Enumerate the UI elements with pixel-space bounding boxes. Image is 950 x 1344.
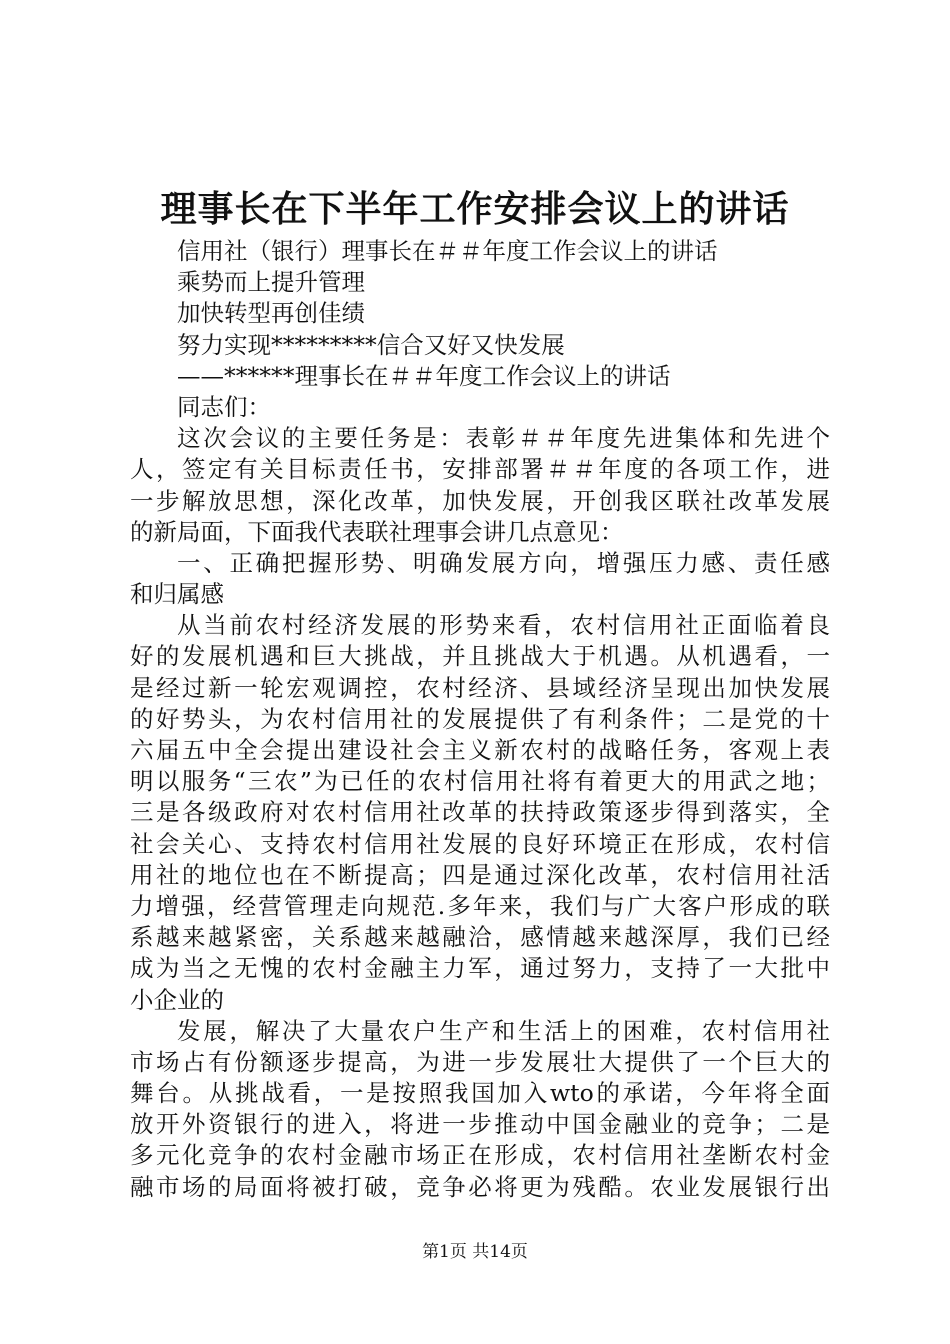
text-line: 努力实现*********信合又好又快发展 <box>177 330 565 359</box>
text-line: 系越来越紧密，关系越来越融洽，感情越来越深厚，我们已经 <box>130 923 830 952</box>
text-line: 社会关心、支持农村信用社发展的良好环境正在形成，农村信 <box>130 829 830 858</box>
text-line: 从当前农村经济发展的形势来看，农村信用社正面临着良 <box>177 611 830 640</box>
text-line: 这次会议的主要任务是：表彰＃＃年度先进集体和先进个 <box>177 424 830 453</box>
text-line: 乘势而上提升管理 <box>177 268 365 297</box>
text-line: 多元化竞争的农村金融市场正在形成，农村信用社垄断农村金 <box>130 1141 830 1170</box>
text-line: 好的发展机遇和巨大挑战，并且挑战大于机遇。从机遇看，一 <box>130 642 830 671</box>
text-line: 信用社（银行）理事长在＃＃年度工作会议上的讲话 <box>177 237 718 265</box>
text-line: 市场占有份额逐步提高，为进一步发展壮大提供了一个巨大的 <box>130 1047 830 1076</box>
text-line: 成为当之无愧的农村金融主力军，通过努力，支持了一大批中 <box>130 954 830 983</box>
text-line: 人，签定有关目标责任书，安排部署＃＃年度的各项工作，进 <box>130 455 830 484</box>
document-title: 理事长在下半年工作安排会议上的讲话 <box>160 189 790 230</box>
text-line: 是经过新一轮宏观调控，农村经济、县域经济呈现出加快发展 <box>130 673 830 702</box>
text-line: 放开外资银行的进入，将进一步推动中国金融业的竞争；二是 <box>130 1110 830 1139</box>
text-line: 和归属感 <box>130 580 224 609</box>
text-line: 的好势头，为农村信用社的发展提供了有利条件；二是党的十 <box>130 704 830 733</box>
text-line: 力增强，经营管理走向规范.多年来，我们与广大客户形成的联 <box>130 891 830 920</box>
text-line: 用社的地位也在不断提高；四是通过深化改革，农村信用社活 <box>130 860 830 889</box>
text-line: 一、正确把握形势、明确发展方向，增强压力感、责任感 <box>177 548 830 577</box>
text-line: 同志们： <box>177 392 271 421</box>
text-line: 明以服务“三农”为已任的农村信用社将有着更大的用武之地； <box>130 767 830 796</box>
text-line: ——******理事长在＃＃年度工作会议上的讲话 <box>177 361 671 390</box>
text-line: 六届五中全会提出建设社会主义新农村的战略任务，客观上表 <box>130 736 830 764</box>
text-line: 一步解放思想，深化改革，加快发展，开创我区联社改革发展 <box>130 486 830 515</box>
text-line: 舞台。从挑战看，一是按照我国加入wto的承诺，今年将全面 <box>130 1079 830 1108</box>
text-line: 发展，解决了大量农户生产和生活上的困难，农村信用社 <box>177 1016 830 1045</box>
page-footer: 第1页 共14页 <box>422 1242 528 1262</box>
text-line: 的新局面，下面我代表联社理事会讲几点意见： <box>130 517 624 546</box>
text-line: 加快转型再创佳绩 <box>177 299 365 328</box>
text-line: 小企业的 <box>130 985 224 1014</box>
document-body <box>130 236 830 1203</box>
text-line: 三是各级政府对农村信用社改革的扶持政策逐步得到落实，全 <box>130 798 830 827</box>
text-line: 融市场的局面将被打破，竞争必将更为残酷。农业发展银行出 <box>130 1172 830 1201</box>
